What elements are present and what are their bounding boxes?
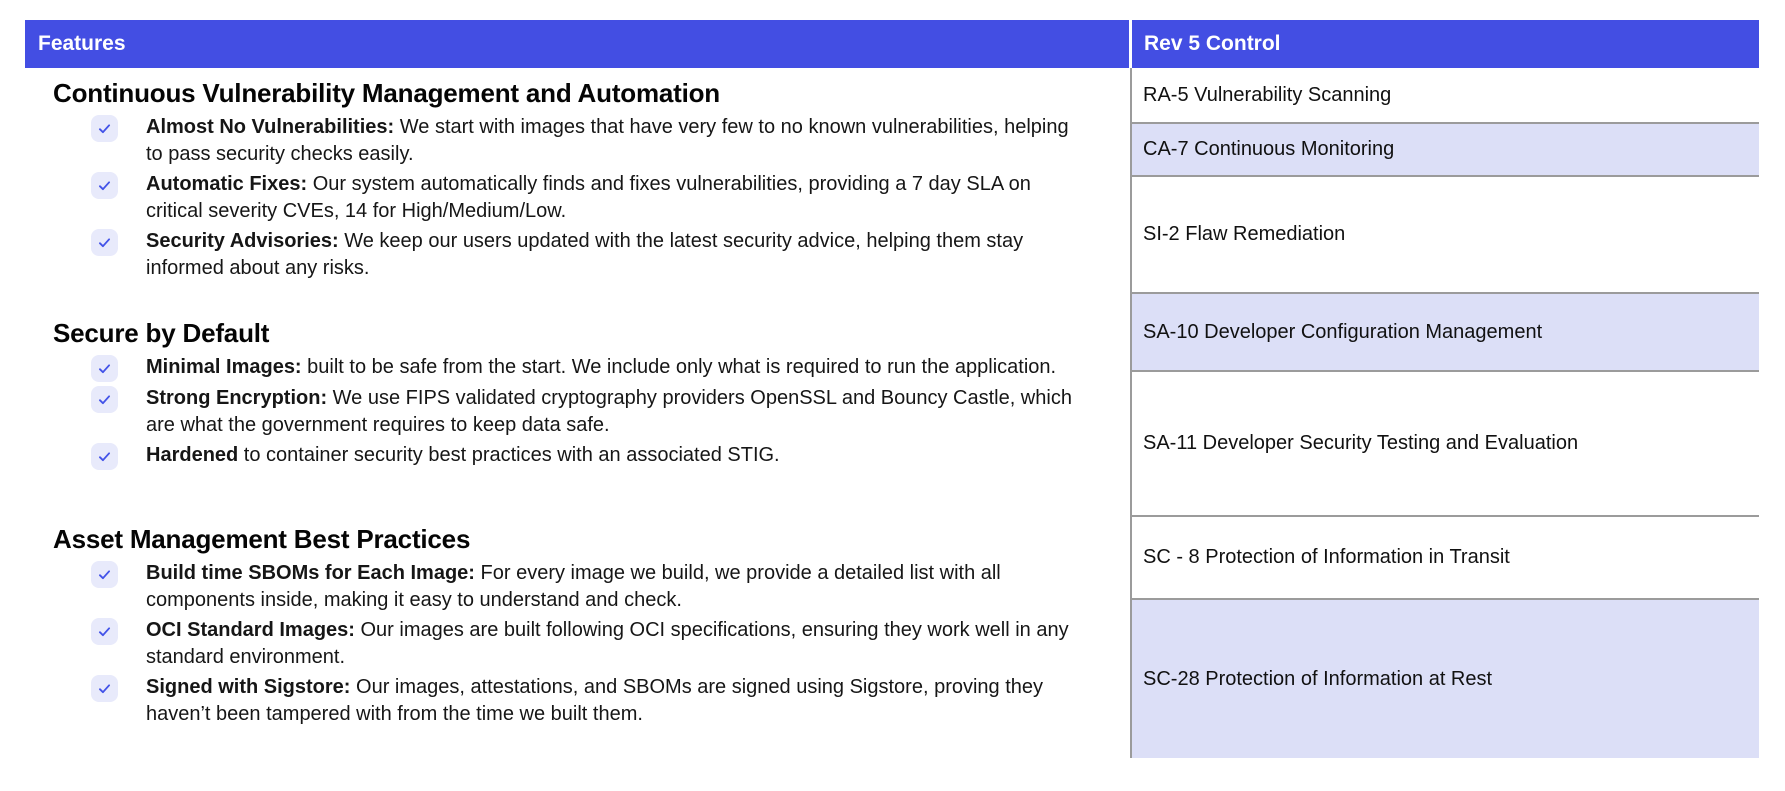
check-icon (96, 234, 113, 251)
table-header-row (25, 20, 1759, 68)
feature-item-description: We use FIPS validated cryptography providers OpenSSL and Bouncy Castle, which are what the government requires to keep data safe. (146, 387, 1072, 436)
control-row (1132, 370, 1759, 515)
feature-item-description: We start with images that have very few to no known vulnerabilities, helping to pass security checks easily. (146, 116, 1069, 165)
feature-item-text (146, 354, 1056, 382)
checkbox-checked-icon[interactable] (91, 618, 118, 645)
feature-item (53, 171, 1106, 225)
table-body (25, 68, 1759, 758)
checkbox-checked-icon[interactable] (91, 675, 118, 702)
feature-item-text (146, 385, 1076, 439)
feature-item-bold-label: Almost No Vulnerabilities: (146, 116, 395, 138)
control-row (1132, 175, 1759, 292)
features-column-header (25, 20, 1129, 68)
feature-item-bold-label: Build time SBOMs for Each Image: (146, 562, 475, 584)
feature-item-description: Our system automatically finds and fixes vulnerabilities, providing a 7 day SLA on critical severity CVEs, 14 for High/Medium/Low. (146, 173, 1031, 222)
section-title: Secure by Default (53, 318, 270, 348)
checkbox-checked-icon[interactable] (91, 561, 118, 588)
check-icon (96, 448, 113, 465)
check-icon (96, 680, 113, 697)
feature-item-description: For every image we build, we provide a detailed list with all components inside, making it easy to understand and check. (146, 562, 1001, 611)
control-label: SC - 8 Protection of Information in Transit (1143, 546, 1510, 568)
feature-item (53, 354, 1106, 382)
control-label: SA-10 Developer Configuration Management (1143, 320, 1543, 343)
check-icon (96, 120, 113, 137)
feature-item-text (146, 560, 1076, 614)
feature-item-bold-label: Signed with Sigstore: (146, 676, 351, 698)
check-icon (96, 566, 113, 583)
feature-item-description: We keep our users updated with the latest security advice, helping them stay informed about any risks. (146, 230, 1024, 279)
feature-item-text (146, 228, 1076, 282)
control-row (1132, 68, 1759, 122)
feature-item-bold-label: Automatic Fixes: (146, 173, 308, 195)
feature-item-list (53, 114, 1106, 282)
feature-item-text (146, 171, 1076, 225)
check-icon (96, 623, 113, 640)
controls-column (1132, 68, 1759, 758)
feature-item-list (53, 560, 1106, 728)
feature-section (53, 78, 1106, 282)
control-column-header (1132, 20, 1759, 68)
features-header-label: Features (38, 32, 126, 55)
feature-item-text (146, 617, 1076, 671)
control-label: SA-11 Developer Security Testing and Evaluation (1143, 432, 1579, 454)
checkbox-checked-icon[interactable] (91, 386, 118, 413)
control-label: SI-2 Flaw Remediation (1143, 223, 1346, 245)
feature-item-text (146, 442, 780, 470)
section-title: Continuous Vulnerability Management and Automation (53, 78, 720, 108)
feature-section (53, 524, 1106, 728)
control-label: CA-7 Continuous Monitoring (1143, 138, 1395, 160)
compliance-table (25, 20, 1759, 758)
checkbox-checked-icon[interactable] (91, 355, 118, 382)
control-header-label: Rev 5 Control (1144, 32, 1281, 55)
feature-item (53, 560, 1106, 614)
feature-item-description: Our images, attestations, and SBOMs are signed using Sigstore, proving they haven’t been tampered with from the time we built them. (146, 676, 1044, 725)
control-row (1132, 515, 1759, 598)
feature-item-bold-label: Security Advisories: (146, 230, 339, 252)
feature-item-description: Our images are built following OCI specifications, ensuring they work well in any standard environment. (146, 619, 1069, 668)
feature-item-list (53, 354, 1106, 470)
control-row (1132, 598, 1759, 758)
feature-section (53, 318, 1106, 470)
control-label: RA-5 Vulnerability Scanning (1143, 83, 1392, 106)
feature-item-bold-label: OCI Standard Images: (146, 619, 355, 641)
check-icon (96, 177, 113, 194)
checkbox-checked-icon[interactable] (91, 172, 118, 199)
feature-item-description: to container security best practices with an associated STIG. (238, 444, 780, 466)
feature-item (53, 385, 1106, 439)
control-row (1132, 122, 1759, 175)
control-row (1132, 292, 1759, 370)
feature-item-bold-label: Strong Encryption: (146, 387, 328, 409)
features-cell (25, 68, 1130, 758)
feature-item (53, 617, 1106, 671)
checkbox-checked-icon[interactable] (91, 443, 118, 470)
section-title: Asset Management Best Practices (53, 524, 471, 554)
checkbox-checked-icon[interactable] (91, 115, 118, 142)
feature-item (53, 114, 1106, 168)
feature-item-description: built to be safe from the start. We include only what is required to run the application. (301, 356, 1057, 378)
feature-item-text (146, 674, 1076, 728)
feature-item (53, 674, 1106, 728)
check-icon (96, 391, 113, 408)
feature-item-bold-label: Hardened (146, 444, 239, 466)
feature-item (53, 228, 1106, 282)
feature-item-text (146, 114, 1076, 168)
checkbox-checked-icon[interactable] (91, 229, 118, 256)
check-icon (96, 360, 113, 377)
control-label: SC-28 Protection of Information at Rest (1143, 667, 1493, 690)
feature-item-bold-label: Minimal Images: (146, 356, 302, 378)
feature-item (53, 442, 1106, 470)
